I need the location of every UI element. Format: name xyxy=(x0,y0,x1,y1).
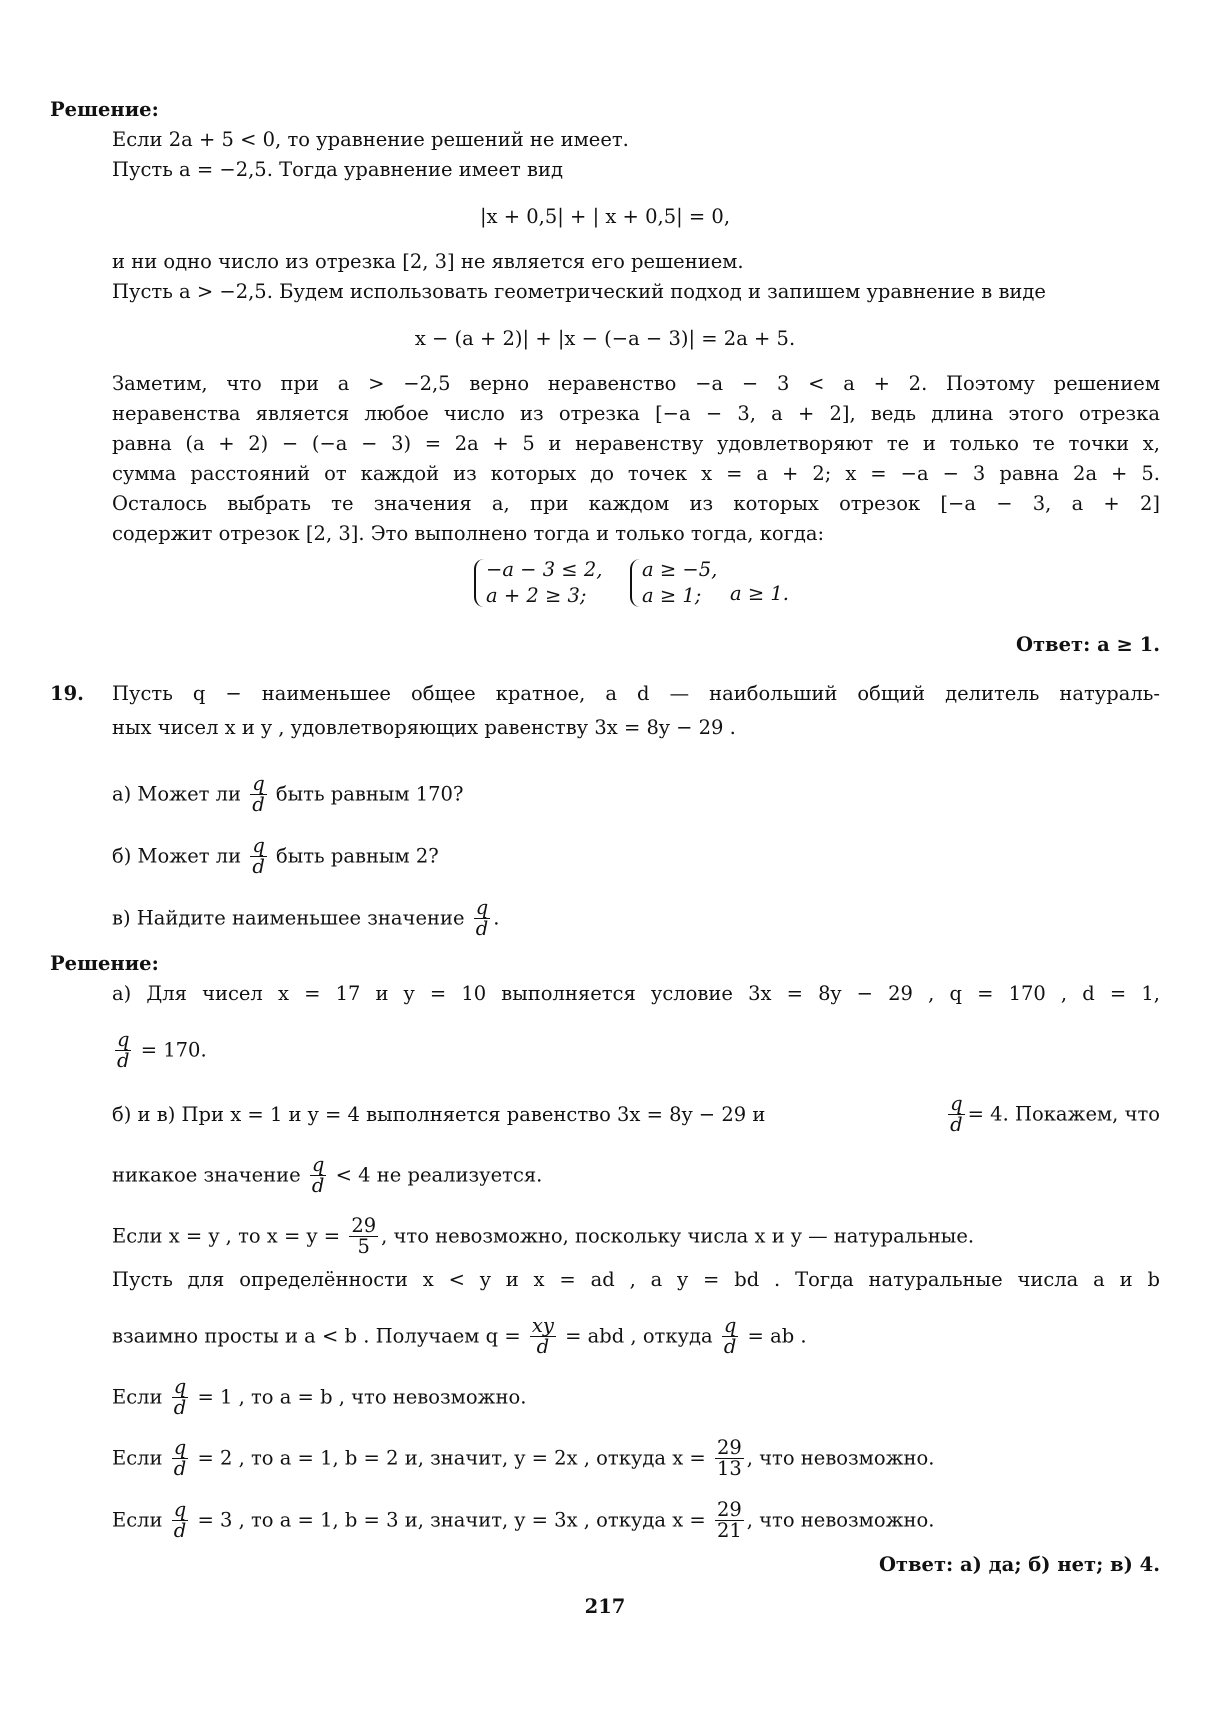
fraction-q-over-d xyxy=(115,1030,131,1072)
inequality-system-b xyxy=(628,557,717,609)
text-line xyxy=(112,1216,1160,1258)
numerator: xy xyxy=(531,1314,554,1337)
numerator: 29 xyxy=(716,1436,742,1459)
answer: Ответ: а) да; б) нет; в) 4. xyxy=(878,1553,1160,1576)
fraction-29-over-5 xyxy=(349,1216,378,1258)
text: , что невозможно. xyxy=(746,1508,935,1532)
system-row: a ≥ −5, xyxy=(642,558,718,581)
numerator: 29 xyxy=(716,1498,742,1521)
fraction-q-over-d xyxy=(948,1094,964,1136)
text: . xyxy=(493,906,500,930)
text-line: а) Для чисел x = 17 и y = 10 выполняется условие 3x = 8y − 29 , q = 170 , d = 1, xyxy=(112,982,1160,1005)
text: Если xyxy=(112,1446,163,1470)
numerator: q xyxy=(117,1028,130,1051)
denominator: d xyxy=(173,1519,187,1543)
text-line xyxy=(112,1030,1160,1072)
text-line xyxy=(112,1155,1160,1197)
denominator: d xyxy=(173,1396,187,1420)
text-line: неравенства является любое число из отрезка [−a − 3, a + 2], ведь длина этого отрезка xyxy=(112,402,1160,425)
system-result: a ≥ 1. xyxy=(730,582,789,605)
text: = 3 , то a = 1, b = 3 и, значит, y = 3x , откуда x = xyxy=(197,1508,706,1532)
numerator: q xyxy=(252,772,265,795)
text: быть равным 170? xyxy=(275,782,464,806)
denominator: 21 xyxy=(716,1519,742,1543)
page-number: 217 xyxy=(584,1595,626,1618)
fraction-29-over-13 xyxy=(715,1438,744,1480)
numerator: q xyxy=(723,1314,737,1337)
numerator: q xyxy=(173,1498,187,1521)
problem-text: ных чисел x и y , удовлетворяющих равенству 3x = 8y − 29 . xyxy=(112,716,736,739)
numerator: q xyxy=(475,896,489,919)
system-row: a + 2 ≥ 3; xyxy=(486,584,587,607)
question-b xyxy=(112,836,1160,878)
fraction-q-over-d xyxy=(474,898,490,940)
denominator: d xyxy=(252,855,265,879)
question-c xyxy=(112,898,1160,940)
inequality-system-a xyxy=(472,557,602,609)
denominator: d xyxy=(252,793,265,817)
fraction-xy-over-d xyxy=(530,1316,556,1358)
text: в) Найдите наименьшее значение xyxy=(112,906,465,930)
text: = ab . xyxy=(747,1324,807,1348)
text: Если x = y , то x = y = xyxy=(112,1224,341,1248)
fraction-q-over-d xyxy=(310,1155,326,1197)
fraction-q-over-d xyxy=(172,1500,188,1542)
text-line xyxy=(112,1438,1160,1480)
text: < 4 не реализуется. xyxy=(335,1163,543,1187)
fraction-q-over-d xyxy=(172,1377,188,1419)
numerator: q xyxy=(173,1436,187,1459)
text-line: Осталось выбрать те значения a, при каждом из которых отрезок [−a − 3, a + 2] xyxy=(112,492,1160,515)
text-line: Пусть a > −2,5. Будем использовать геометрический подход и запишем уравнение в виде xyxy=(112,280,1046,303)
text-line xyxy=(112,1094,1160,1136)
text: б) и в) При x = 1 и y = 4 выполняется равенство 3x = 8y − 29 и xyxy=(112,1102,766,1126)
text-line xyxy=(112,1316,1160,1358)
text: = abd , откуда xyxy=(565,1324,713,1348)
text: быть равным 2? xyxy=(276,844,439,868)
text: , что невозможно, поскольку числа x и y — натуральные. xyxy=(381,1224,975,1248)
denominator: 13 xyxy=(716,1457,742,1481)
text: Если xyxy=(112,1385,163,1409)
text-line: Заметим, что при a > −2,5 верно неравенство −a − 3 < a + 2. Поэтому решением xyxy=(112,372,1160,395)
text-line xyxy=(112,1500,1160,1542)
text-line: равна (a + 2) − (−a − 3) = 2a + 5 и неравенству удовлетворяют те и только те точки x, xyxy=(112,432,1160,455)
numerator: q xyxy=(252,834,265,857)
text: , что невозможно. xyxy=(746,1446,935,1470)
equation: |x + 0,5| + | x + 0,5| = 0, xyxy=(479,205,731,228)
numerator: q xyxy=(950,1092,963,1115)
solution-heading: Решение: xyxy=(50,952,159,975)
answer: Ответ: a ≥ 1. xyxy=(1015,633,1160,656)
text-line: Пусть для определённости x < y и x = ad , а y = bd . Тогда натуральные числа a и b xyxy=(112,1268,1160,1291)
denominator: d xyxy=(950,1113,963,1137)
fraction-q-over-d xyxy=(172,1438,188,1480)
text-line: сумма расстояний от каждой из которых до точек x = a + 2; x = −a − 3 равна 2a + 5. xyxy=(112,462,1160,485)
fraction-q-over-d xyxy=(722,1316,738,1358)
text-line: Если 2a + 5 < 0, то уравнение решений не имеет. xyxy=(112,128,629,151)
text: б) Может ли xyxy=(112,844,242,868)
problem-number: 19. xyxy=(50,682,84,705)
fraction-29-over-21 xyxy=(715,1500,744,1542)
question-a xyxy=(112,774,1160,816)
denominator: d xyxy=(117,1049,130,1073)
denominator: d xyxy=(173,1457,187,1481)
system-row: a ≥ 1; xyxy=(642,584,702,607)
text: = 1 , то a = b , что невозможно. xyxy=(197,1385,527,1409)
text-line xyxy=(112,1377,1160,1419)
text: = 170. xyxy=(140,1038,207,1062)
text: = 2 , то a = 1, b = 2 и, значит, y = 2x , откуда x = xyxy=(197,1446,706,1470)
system-row: −a − 3 ≤ 2, xyxy=(486,558,603,581)
solution-heading: Решение: xyxy=(50,98,159,121)
numerator: q xyxy=(173,1375,187,1398)
denominator: d xyxy=(536,1335,550,1359)
text: а) Может ли xyxy=(112,782,241,806)
numerator: 29 xyxy=(351,1214,377,1237)
denominator: 5 xyxy=(357,1235,370,1259)
text: = 4. Покажем, что xyxy=(967,1102,1160,1126)
text-line: Пусть a = −2,5. Тогда уравнение имеет вид xyxy=(112,158,563,181)
text: Если xyxy=(112,1508,163,1532)
text: взаимно просты и a < b . Получаем q = xyxy=(112,1324,521,1348)
numerator: q xyxy=(311,1153,325,1176)
denominator: d xyxy=(311,1174,325,1198)
denominator: d xyxy=(723,1335,737,1359)
fraction-q-over-d xyxy=(250,836,266,878)
text: никакое значение xyxy=(112,1163,301,1187)
denominator: d xyxy=(475,917,489,941)
text-line: и ни одно число из отрезка [2, 3] не является его решением. xyxy=(112,250,744,273)
fraction-q-over-d xyxy=(250,774,266,816)
problem-text: Пусть q − наименьшее общее кратное, а d — наибольший общий делитель натураль- xyxy=(112,682,1160,705)
equation: x − (a + 2)| + |x − (−a − 3)| = 2a + 5. xyxy=(414,327,796,350)
text-line: содержит отрезок [2, 3]. Это выполнено тогда и только тогда, когда: xyxy=(112,522,825,545)
